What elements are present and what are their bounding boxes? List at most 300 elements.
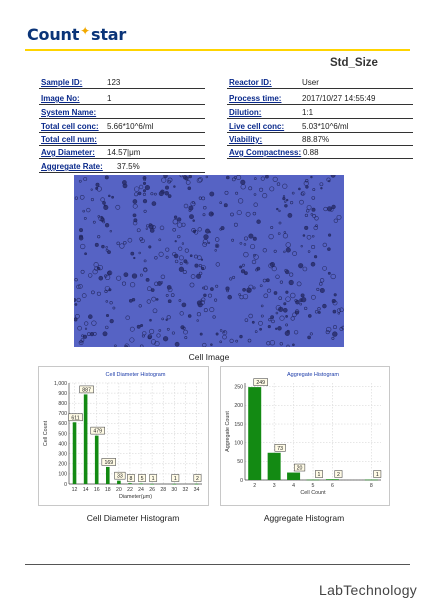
y-tick-label: 500	[58, 431, 67, 438]
x-tick-label: 20	[115, 487, 122, 493]
cell-dot	[269, 318, 272, 321]
x-tick-label: 22	[127, 487, 133, 493]
cell-dot	[283, 234, 288, 239]
cell-dot	[258, 321, 262, 325]
report-title: Std_Size	[330, 57, 378, 69]
cell-dot	[124, 273, 128, 277]
cell-dot	[287, 345, 290, 347]
histogram-bar	[268, 453, 281, 480]
cell-dot	[184, 204, 188, 208]
cell-dot	[201, 259, 203, 261]
logo-star-icon: ✦	[80, 24, 91, 38]
cell-dot	[242, 264, 244, 266]
histogram-bar	[106, 467, 110, 484]
cell-dot	[88, 274, 92, 278]
cell-dot	[230, 339, 234, 343]
cell-dot	[283, 197, 286, 200]
cell-dot	[214, 299, 217, 302]
cell-dot	[188, 315, 191, 318]
cell-dot	[231, 239, 233, 241]
cell-dot	[322, 304, 326, 308]
cell-dot	[298, 263, 303, 268]
cell-dot	[139, 305, 142, 308]
cell-dot	[138, 192, 141, 195]
cell-dot	[153, 309, 157, 313]
cell-dot	[289, 280, 294, 285]
cell-dot	[328, 272, 330, 274]
cell-dot	[321, 187, 323, 189]
cell-dot	[268, 325, 271, 328]
cell-dot	[143, 190, 145, 192]
cell-dot	[103, 332, 107, 336]
cell-dot	[84, 322, 88, 326]
field-value: 0.88	[303, 148, 319, 157]
cell-dot	[213, 316, 216, 319]
cell-dot	[164, 175, 168, 178]
x-tick-label: 3	[272, 483, 276, 489]
chart-title: Cell Diameter Histogram	[105, 372, 166, 378]
cell-dot	[129, 299, 132, 302]
cell-dot	[280, 281, 283, 284]
x-tick-label: 16	[93, 487, 100, 493]
y-tick-label: 100	[234, 440, 243, 447]
cell-dot	[144, 210, 147, 213]
cell-dot	[319, 282, 322, 285]
cell-dot	[276, 275, 280, 279]
x-tick-label: 30	[171, 487, 178, 493]
cell-dot	[250, 244, 254, 248]
cell-dot	[179, 267, 184, 272]
field-label: Viability:	[229, 135, 263, 144]
cell-dot	[307, 235, 311, 239]
cell-dot	[143, 182, 146, 185]
cell-dot	[147, 287, 151, 291]
cell-dot	[274, 250, 277, 253]
y-tick-label: 600	[58, 421, 67, 428]
y-tick-label: 100	[58, 471, 67, 478]
cell-dot	[283, 251, 285, 253]
cell-dot	[105, 176, 108, 179]
cell-dot	[286, 315, 288, 317]
cell-dot	[190, 255, 192, 257]
cell-dot	[323, 243, 327, 247]
cell-dot	[311, 262, 315, 266]
cell-dot	[151, 289, 154, 292]
cell-dot	[304, 226, 308, 230]
cell-dot	[126, 316, 130, 320]
cell-dot	[199, 197, 202, 200]
data-label: 611	[71, 415, 80, 422]
cell-dot	[285, 270, 289, 274]
chart-title: Aggregate Histogram	[287, 372, 339, 378]
cell-dot	[202, 197, 205, 200]
field-aggregate-rate	[39, 160, 205, 173]
cell-dot	[279, 297, 282, 300]
field-value: 2017/10/27 14:55:49	[302, 94, 376, 103]
data-label: 2	[196, 476, 199, 482]
x-tick-label: 24	[138, 487, 144, 493]
cell-dot	[234, 176, 236, 178]
cell-dot	[174, 216, 177, 219]
cell-dot	[166, 319, 168, 321]
cell-dot	[149, 329, 154, 334]
cell-dot	[91, 198, 93, 200]
cell-dot	[308, 336, 311, 339]
cell-dot	[292, 192, 294, 194]
cell-dot	[98, 267, 101, 270]
data-label: 169	[104, 459, 114, 466]
cell-dot	[235, 192, 237, 194]
cell-dot	[284, 201, 286, 203]
cell-dot	[206, 176, 208, 178]
cell-dot	[152, 297, 156, 301]
cell-dot	[140, 274, 142, 276]
cell-dot	[244, 272, 247, 275]
cell-dot	[180, 312, 184, 316]
cell-dot	[146, 228, 148, 230]
cell-dot	[155, 256, 158, 259]
cell-dot	[298, 188, 300, 190]
cell-dot	[156, 298, 158, 300]
cell-dot	[253, 212, 256, 215]
cell-dot	[84, 177, 87, 180]
cell-dot	[337, 215, 341, 219]
cell-dot	[260, 328, 262, 330]
cell-dot	[283, 184, 288, 189]
cell-dot	[278, 233, 280, 235]
cell-dot	[151, 193, 153, 195]
cell-dot	[226, 176, 229, 179]
cell-dot	[183, 330, 187, 334]
cell-dot	[88, 315, 92, 319]
cell-dot	[168, 195, 171, 198]
cell-dot	[104, 205, 108, 209]
logo-text-count: Count	[27, 25, 80, 44]
cell-dot	[246, 212, 250, 216]
cell-dot	[163, 336, 168, 341]
field-label: Avg Compactness:	[229, 148, 302, 157]
cell-dot	[159, 329, 161, 331]
cell-dot	[212, 213, 214, 215]
cell-dot	[197, 301, 201, 305]
cell-dot	[196, 274, 200, 278]
cell-dot	[280, 316, 285, 321]
cell-dot	[239, 294, 241, 296]
cell-dot	[117, 242, 120, 245]
x-tick-label: 14	[82, 487, 89, 493]
cell-dot	[79, 180, 81, 182]
cell-dot	[331, 274, 336, 279]
cell-dot	[94, 262, 98, 266]
cell-dot	[188, 187, 191, 190]
cell-dot	[182, 303, 186, 307]
cell-dot	[286, 199, 288, 201]
cell-dot	[177, 218, 181, 222]
histogram-bar	[195, 484, 199, 485]
cell-dot	[326, 327, 331, 332]
cell-dot	[182, 243, 184, 245]
field-dilution	[227, 106, 413, 119]
field-value: 88.87%	[302, 135, 330, 144]
cell-dot	[140, 345, 143, 347]
cell-dot	[147, 300, 151, 304]
cell-dot	[160, 226, 164, 230]
field-value: 37.5%	[117, 162, 140, 171]
cell-dot	[101, 198, 105, 202]
cell-dot	[198, 178, 202, 182]
cell-dot	[312, 235, 314, 237]
cell-dot	[143, 193, 146, 196]
histogram-bar	[117, 481, 121, 484]
cell-dot	[284, 303, 286, 305]
field-label: Process time:	[229, 94, 282, 103]
cell-dot	[203, 239, 208, 244]
cell-dot	[317, 288, 320, 291]
cell-dot	[249, 314, 253, 318]
cell-dot	[275, 328, 277, 330]
cell-dot	[257, 220, 261, 224]
cell-dot	[308, 251, 310, 253]
cell-dot	[265, 175, 268, 178]
cell-image-canvas	[74, 175, 344, 347]
cell-dot	[166, 248, 169, 251]
cell-dot	[223, 335, 227, 339]
cell-dot	[311, 245, 314, 248]
cell-dot	[291, 317, 295, 321]
cell-dot	[303, 235, 305, 237]
field-label: Total cell conc:	[41, 122, 99, 131]
data-label: 1	[151, 476, 155, 482]
cell-dot	[266, 279, 269, 282]
cell-dot	[168, 178, 172, 182]
cell-dot	[190, 283, 194, 287]
field-label: Avg Diameter:	[41, 148, 95, 157]
cell-dot	[97, 235, 100, 238]
cell-dot	[277, 183, 280, 186]
histogram-bar	[150, 484, 154, 485]
cell-dot	[270, 315, 273, 318]
cell-dot	[172, 332, 175, 335]
cell-dot	[165, 191, 169, 195]
cell-dot	[139, 185, 143, 189]
cell-dot	[197, 320, 199, 322]
y-tick-label: 0	[240, 477, 243, 484]
cell-dot	[280, 342, 283, 345]
cell-dot	[333, 310, 336, 313]
y-tick-label: 900	[58, 390, 67, 397]
cell-dot	[204, 308, 207, 311]
y-tick-label: 700	[58, 411, 67, 418]
cell-dot	[252, 321, 254, 323]
data-label: 5	[140, 476, 144, 482]
x-tick-label: 18	[104, 487, 111, 493]
x-tick-label: 8	[369, 483, 373, 489]
cell-dot	[327, 248, 330, 251]
y-tick-label: 150	[234, 421, 243, 428]
cell-dot	[101, 245, 104, 248]
cell-dot	[185, 177, 188, 180]
data-label: 249	[256, 380, 266, 387]
cell-dot	[137, 229, 140, 232]
cell-dot	[236, 340, 238, 342]
cell-dot	[215, 285, 217, 287]
cell-dot	[310, 333, 312, 335]
cell-dot	[132, 274, 137, 279]
cell-dot	[285, 324, 287, 326]
cell-dot	[199, 264, 201, 266]
field-value: 1	[107, 94, 112, 103]
cell-dot	[314, 255, 317, 258]
cell-dot	[208, 294, 211, 297]
cell-dot	[323, 266, 327, 270]
cell-dot	[112, 196, 114, 198]
cell-dot	[290, 293, 295, 298]
cell-dot	[168, 300, 171, 303]
cell-dot	[146, 225, 149, 228]
cell-dot	[113, 307, 115, 309]
field-sample-id	[39, 76, 205, 89]
cell-dot	[179, 256, 183, 260]
cell-dot	[216, 333, 218, 335]
field-value: 14.57|μm	[107, 148, 141, 157]
cell-dot	[283, 308, 287, 312]
cell-dot	[332, 205, 336, 209]
field-total-cell-num	[39, 133, 205, 146]
cell-dot	[204, 294, 207, 297]
field-value: 123	[107, 78, 121, 87]
cell-dot	[203, 214, 205, 216]
cell-dots	[74, 175, 344, 347]
cell-dot	[131, 252, 134, 255]
histogram-bar	[326, 479, 339, 480]
field-label: Total cell num:	[41, 135, 97, 144]
cell-dot	[244, 252, 249, 257]
cell-diameter-histogram-plot	[39, 367, 208, 505]
cell-dot	[189, 175, 192, 178]
cell-dot	[223, 331, 225, 333]
cell-dot	[210, 192, 214, 196]
cell-dot	[173, 228, 176, 231]
cell-dot	[301, 294, 304, 297]
cell-dot	[204, 235, 209, 240]
field-value: 1:1	[302, 108, 314, 117]
y-axis-label: Aggregate Count	[225, 411, 231, 452]
cell-dot	[194, 255, 197, 258]
cell-dot	[99, 276, 103, 280]
cell-dot	[240, 295, 243, 298]
cell-dot	[304, 307, 307, 310]
cell-dot	[130, 282, 135, 287]
cell-dot	[106, 314, 108, 316]
cell-dot	[228, 295, 232, 299]
data-label: 887	[82, 387, 91, 394]
cell-dot	[75, 278, 78, 281]
cell-dot	[140, 324, 142, 326]
field-live-cell-conc	[227, 120, 413, 133]
cell-dot	[173, 219, 178, 224]
cell-dot	[82, 294, 86, 298]
cell-dot	[79, 236, 83, 240]
cell-dot	[146, 278, 149, 281]
cell-dot	[215, 238, 219, 242]
cell-dot	[292, 344, 294, 346]
header-rule	[25, 49, 410, 51]
y-tick-label: 800	[58, 401, 67, 407]
cell-dot	[239, 266, 241, 268]
histogram-bar	[287, 473, 300, 480]
x-tick-label: 6	[330, 483, 334, 489]
cell-dot	[91, 189, 93, 191]
cell-dot	[114, 345, 116, 347]
cell-dot	[249, 187, 252, 190]
x-tick-label: 34	[193, 487, 200, 493]
cell-dot	[202, 287, 204, 289]
cell-dot	[83, 210, 85, 212]
cell-dot	[198, 228, 202, 232]
cell-dot	[294, 330, 298, 334]
field-label: Live cell conc:	[229, 122, 285, 131]
cell-dot	[185, 249, 189, 253]
cell-dot	[193, 220, 195, 222]
cell-image-caption: Cell Image	[188, 352, 230, 362]
cell-dot	[120, 244, 125, 249]
cell-dot	[224, 204, 227, 207]
y-tick-label: 300	[58, 451, 67, 458]
cell-dot	[177, 235, 180, 238]
y-tick-label: 1,000	[54, 380, 67, 387]
cell-dot	[79, 228, 82, 231]
cell-dot	[320, 288, 324, 292]
cell-dot	[216, 263, 220, 267]
cell-dot	[189, 215, 193, 219]
data-label: 2	[336, 472, 340, 478]
cell-dot	[286, 297, 291, 302]
cell-dot	[288, 213, 292, 217]
cell-dot	[175, 260, 178, 263]
cell-dot	[289, 273, 293, 277]
cell-dot	[260, 285, 262, 287]
cell-dot	[180, 175, 183, 177]
cell-dot	[283, 195, 285, 197]
cell-dot	[91, 291, 94, 294]
cell-dot	[234, 223, 237, 226]
cell-dot	[243, 288, 246, 291]
cell-dot	[240, 335, 243, 338]
countstar-logo	[27, 25, 126, 44]
cell-dot	[320, 183, 323, 186]
cell-dot	[254, 203, 258, 207]
cell-dot	[197, 312, 201, 316]
cell-dot	[253, 237, 256, 240]
cell-dot	[80, 195, 84, 199]
cell-dot	[254, 193, 256, 195]
cell-dot	[334, 219, 338, 223]
cell-dot	[75, 314, 79, 318]
cell-dot	[252, 260, 256, 264]
cell-dot	[312, 208, 315, 211]
cell-dot	[106, 300, 108, 302]
cell-dot	[272, 320, 275, 323]
logo-text-star: star	[91, 25, 127, 44]
field-label: Image No:	[41, 94, 80, 103]
cell-dot	[133, 204, 137, 208]
y-tick-label: 200	[58, 461, 67, 468]
data-label: 8	[129, 476, 133, 482]
cell-dot	[332, 332, 337, 337]
cell-dot	[297, 282, 301, 286]
cell-dot	[243, 294, 248, 299]
cell-dot	[238, 199, 243, 204]
